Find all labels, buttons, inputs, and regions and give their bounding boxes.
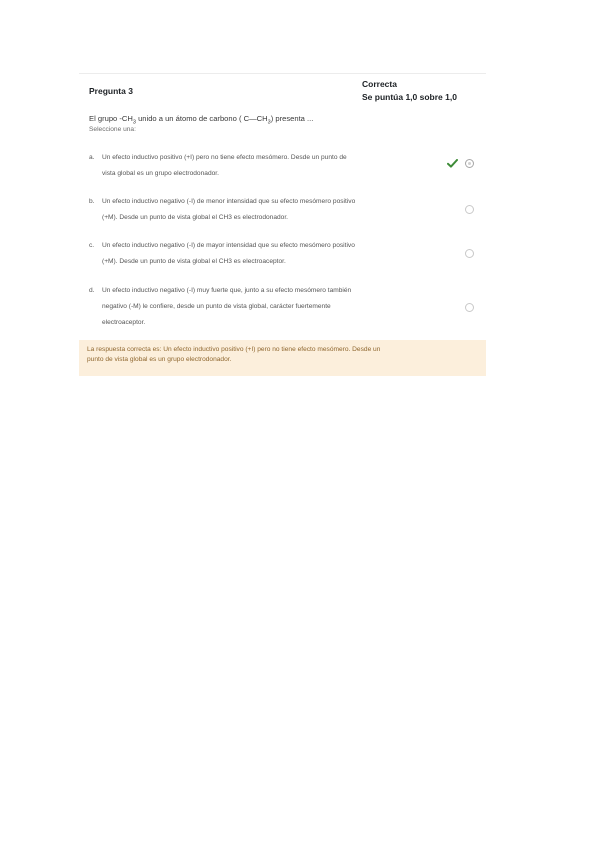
option-text (102, 150, 434, 182)
answer-option-c[interactable] (89, 238, 474, 270)
subscript: 3 (267, 119, 271, 126)
answer-option-b[interactable] (89, 194, 474, 226)
option-text-line: (+M). Desde un punto de vista global el CH3 es electroaceptor. (102, 258, 286, 265)
select-prompt: Seleccione una: (89, 126, 136, 133)
question-text-part: El grupo -CH (89, 114, 133, 123)
answer-option-a[interactable] (89, 150, 474, 180)
question-card (79, 73, 486, 363)
option-text (102, 283, 434, 331)
option-letter: d. (89, 287, 95, 294)
subscript: 3 (132, 119, 136, 126)
grade-label: Se puntúa 1,0 sobre 1,0 (362, 92, 457, 102)
radio-button-a[interactable] (465, 159, 474, 168)
question-text-part: ) presenta ... (270, 114, 314, 123)
question-text-part: unido a un átomo de carbono ( C—CH (135, 114, 268, 123)
radio-button-d[interactable] (465, 303, 474, 312)
option-text-line: negativo (-M) le confiere, desde un punto de vista global, carácter fuertemente (102, 303, 331, 310)
option-text-line: vista global es un grupo electrodonador. (102, 170, 219, 177)
correct-answer-feedback (79, 340, 486, 376)
radio-button-c[interactable] (465, 249, 474, 258)
option-text (102, 194, 434, 226)
status-label: Correcta (362, 79, 397, 89)
feedback-text-line: punto de vista global es un grupo electrodonador. (87, 355, 232, 363)
feedback-text-line: La respuesta correcta es: Un efecto inductivo positivo (+I) pero no tiene efecto mesómero. Desde un (87, 346, 381, 353)
option-text-line: Un efecto inductivo negativo (-I) de menor intensidad que su efecto mesómero positivo (102, 198, 356, 205)
option-text-line: Un efecto inductivo negativo (-I) de mayor intensidad que su efecto mesómero positivo (102, 242, 355, 249)
option-text-line: electroaceptor. (102, 319, 146, 326)
option-text-line: Un efecto inductivo positivo (+I) pero no tiene efecto mesómero. Desde un punto de (102, 154, 347, 161)
answer-option-d[interactable] (89, 283, 474, 331)
option-letter: a. (89, 154, 95, 161)
question-status (362, 78, 457, 104)
check-icon (447, 159, 458, 168)
option-letter: c. (89, 242, 95, 249)
option-text-line: (+M). Desde un punto de vista global el CH3 es electrodonador. (102, 214, 289, 221)
option-text-line: Un efecto inductivo negativo (-I) muy fuerte que, junto a su efecto mesómero también (102, 287, 352, 294)
option-letter: b. (89, 198, 95, 205)
option-text (102, 238, 434, 270)
question-header (79, 74, 486, 110)
question-number: Pregunta 3 (89, 86, 133, 96)
radio-button-b[interactable] (465, 205, 474, 214)
